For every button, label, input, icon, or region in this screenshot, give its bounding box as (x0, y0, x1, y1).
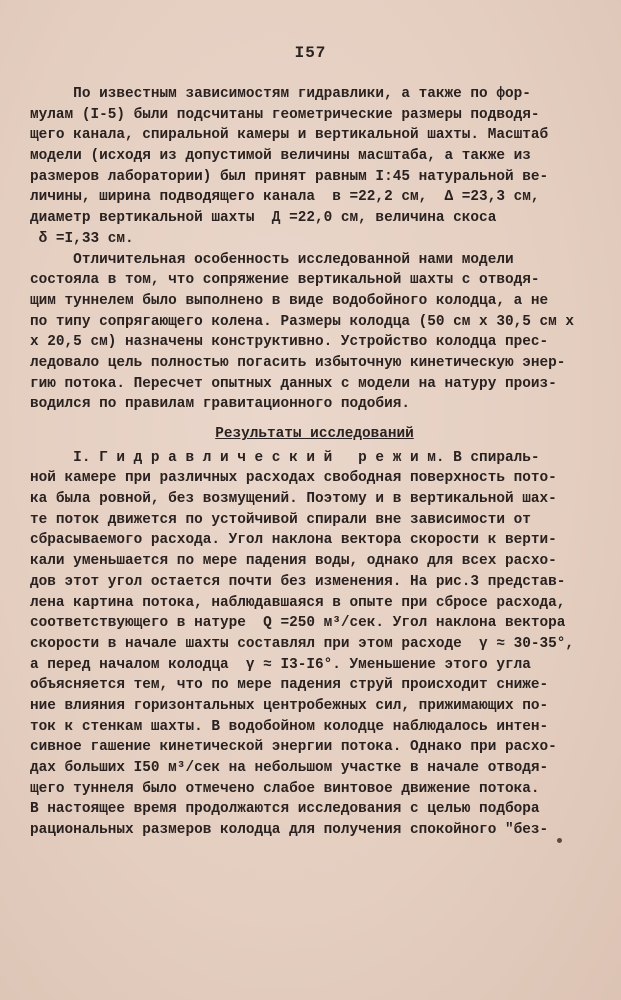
text-line: В настоящее время продолжаются исследования с целью подбора (30, 801, 540, 818)
text-line: x 20,5 см) назначены конструктивно. Устройство колодца прес- (30, 334, 549, 351)
text-line: а перед началом колодца γ ≈ I3-I6°. Уменьшение этого угла (30, 656, 531, 673)
text-line: по типу сопрягающего колена. Размеры колодца (50 см x 30,5 см x (30, 313, 575, 330)
text-line: ной камере при различных расходах свободная поверхность пото- (30, 470, 557, 487)
page-number: I57 (294, 44, 327, 62)
text-line: соответствующего в натуре Q =250 м³/сек. Угол наклона вектора (30, 615, 566, 632)
text-line: ледовало цель полностью погасить избыточную кинетическую энер- (30, 354, 566, 371)
text-line: I. Г и д р а в л и ч е с к и й р е ж и м. В спираль- (30, 449, 540, 466)
text-line: дов этот угол остается почти без изменения. На рис.3 представ- (30, 573, 566, 590)
text-line: щим туннелем было выполнено в виде водобойного колодца, а не (30, 292, 549, 309)
text-line: водился по правилам гравитационного подобия. (30, 396, 410, 413)
page-body (30, 84, 575, 841)
text-line: щего туннеля было отмечено слабое винтовое движение потока. (30, 780, 540, 797)
text-line: ние влияния горизонтальных центробежных сил, прижимающих по- (30, 697, 549, 714)
text-line: сбрасываемого расхода. Угол наклона вектора скорости к верти- (30, 532, 557, 549)
text-line: объясняется тем, что по мере падения струй происходит сниже- (30, 677, 549, 694)
text-line: скорости в начале шахты составлял при этом расходе γ ≈ 30-35°, (30, 635, 575, 652)
paragraph-2 (30, 250, 575, 416)
text-line: те поток движется по устойчивой спирали вне зависимости от (30, 511, 531, 528)
text-line: сивное гашение кинетической энергии потока. Однако при расхо- (30, 739, 557, 756)
text-line: мулам (I-5) были подсчитаны геометрические размеры подводя- (30, 106, 540, 123)
text-line: ток к стенкам шахты. В водобойном колодце наблюдалось интен- (30, 718, 549, 735)
paragraph-1 (30, 84, 575, 250)
text-line: По известным зависимостям гидравлики, а также по фор- (30, 86, 531, 102)
text-line: лена картина потока, наблюдавшаяся в опыте при сбросе расхода, (30, 594, 566, 611)
text-line: кали уменьшается по мере падения воды, однако для всех расхо- (30, 553, 557, 570)
text-line: дах больших I50 м³/сек на небольшом участке в начале отводя- (30, 760, 549, 777)
text-line: личины, ширина подводящего канала в =22,2 см, Δ =23,3 см, (30, 189, 540, 206)
text-line: ка была ровной, без возмущений. Поэтому и в вертикальной шах- (30, 491, 557, 508)
text-line: δ =I,33 см. (30, 230, 134, 247)
paragraph-3 (30, 448, 575, 841)
section-heading: Результаты исследований (215, 426, 414, 442)
text-line: размеров лаборатории) был принят равным I:45 натуральной ве- (30, 168, 549, 185)
text-line: Отличительная особенность исследованной нами модели (30, 251, 514, 268)
text-line: диаметр вертикальной шахты Д =22,0 см, величина скоса (30, 210, 497, 227)
text-line: модели (исходя из допустимой величины масштаба, а также из (30, 148, 531, 165)
text-line: рациональных размеров колодца для получения спокойного "без- (30, 822, 549, 839)
ink-spot (557, 838, 562, 843)
text-line: гию потока. Пересчет опытных данных с модели на натуру произ- (30, 375, 557, 392)
text-line: состояла в том, что сопряжение вертикальной шахты с отводя- (30, 272, 540, 289)
text-line: щего канала, спиральной камеры и вертикальной шахты. Масштаб (30, 127, 549, 144)
